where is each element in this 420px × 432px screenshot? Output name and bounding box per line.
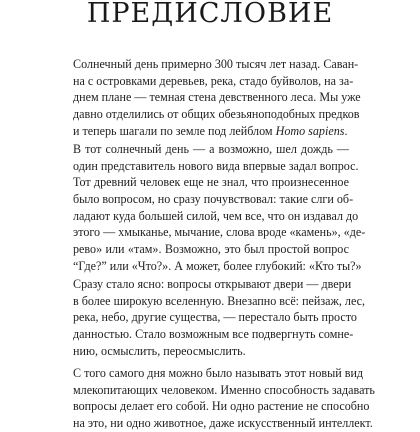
paragraph-2 bbox=[73, 141, 366, 275]
text-line: данностью. Стало возможным все подвергнуть сомне- bbox=[73, 327, 354, 342]
text-line: С того самого дня можно было называть этот новый вид bbox=[73, 366, 364, 380]
page-title: ПРЕДИСЛОВИЕ bbox=[86, 0, 334, 29]
text-fragment: и теперь шагали по земле под лейблом bbox=[73, 123, 276, 138]
paragraph-1 bbox=[73, 56, 361, 139]
text-line: на с островками деревьев, река, стадо буйволов, на за- bbox=[73, 73, 354, 88]
text-line: один представитель нового вида впервые задал вопрос. bbox=[73, 158, 359, 173]
text-line: нию, осмыслить, переосмыслить. bbox=[73, 343, 246, 358]
text-line: вопросы делает его собой. Ни одно растение не способно bbox=[73, 399, 370, 414]
text-line: этого — хмыканье, мычание, слова вроде «камень», «де- bbox=[73, 225, 366, 240]
text-line: Солнечный день примерно 300 тысяч лет назад. Саван- bbox=[73, 57, 359, 71]
text-line: Тот древний человек еще не знал, что произнесенное bbox=[73, 175, 349, 190]
text-line: Сразу стало ясно: вопросы открывают двери — двери bbox=[73, 277, 352, 291]
text-line: млекопитающих человеком. Именно способность задавать bbox=[73, 382, 375, 397]
text-line: В тот солнечный день — а возможно, шел дождь — bbox=[73, 142, 349, 156]
text-line: в более широкую вселенную. Внезапно всё: пейзаж, лес, bbox=[73, 293, 366, 308]
text-line bbox=[73, 123, 349, 140]
text-line: ладают куда большей силой, чем все, что он издавал до bbox=[73, 208, 359, 223]
paragraph-4 bbox=[73, 365, 375, 432]
text-line: было вопросом, но сразу почувствовал: такие слги об- bbox=[73, 192, 354, 207]
text-line: “Где?” или «Что?». А может, более глубокий: «Кто ты?» bbox=[73, 258, 362, 273]
text-line: днем плане — темная стена девственного леса. Мы уже bbox=[73, 90, 361, 105]
species-name: Homo sapiens bbox=[275, 123, 345, 138]
text-line: рево» или «там». Возможно, это был простой вопрос bbox=[73, 242, 349, 257]
text-line: давно отделились от общих обезьяноподобных предков bbox=[73, 107, 360, 122]
text-line: река, небо, другие существа, — перестало быть просто bbox=[73, 310, 357, 325]
text-fragment: . bbox=[344, 123, 348, 138]
paragraph-3 bbox=[73, 276, 366, 359]
text-line: на это, ни одно животное, даже искусственный интеллект. bbox=[73, 416, 373, 431]
